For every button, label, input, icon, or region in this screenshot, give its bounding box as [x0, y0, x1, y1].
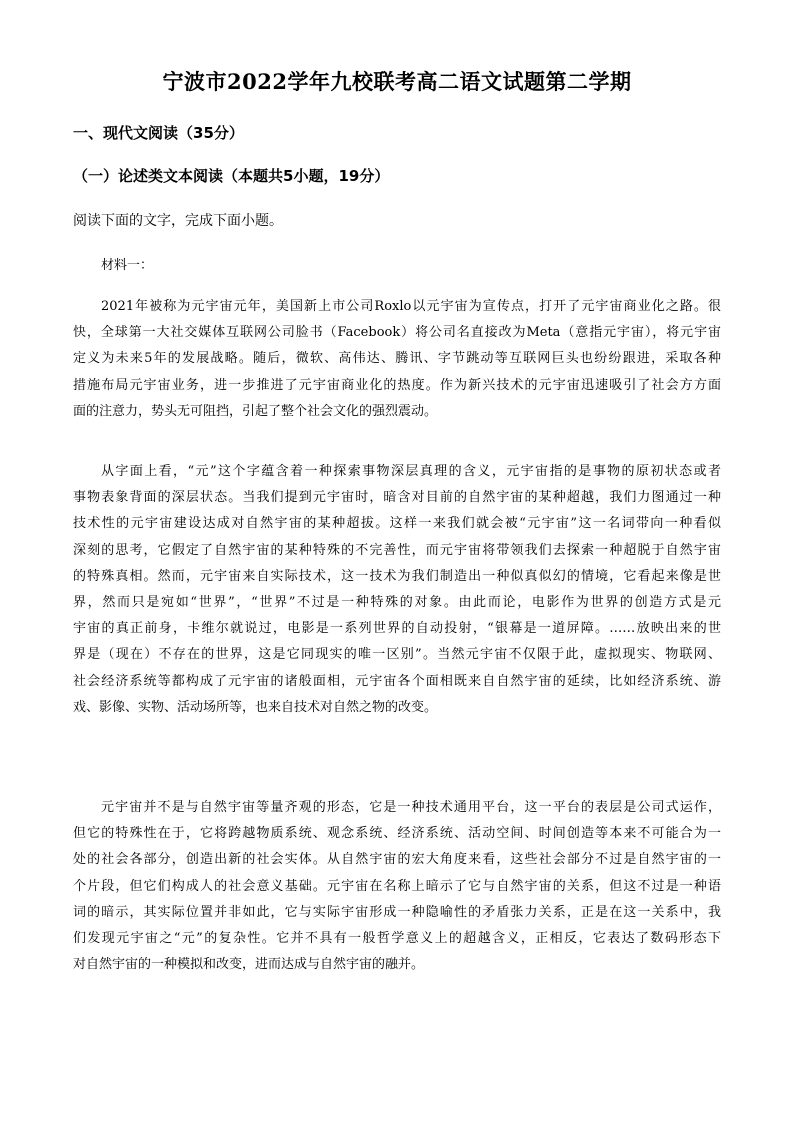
paragraph-line: 宇宙的真正前身，卡维尔就说过，电影是一系列世界的自动投射，“银幕是一道屏障。……放映出来的世 — [73, 621, 721, 637]
paragraph-line: 但它的特殊性在于，它将跨越物质系统、观念系统、经济系统、活动空间、时间创造等本来不可能合为一 — [73, 826, 721, 842]
paragraph-3 — [73, 795, 721, 978]
paragraph-line: 定义为未来5年的发展战略。随后，微软、高伟达、腾讯、字节跳动等互联网巨头也纷纷跟进，采取各种 — [73, 351, 721, 367]
paragraph-line: 个片段，但它们构成人的社会意义基础。元宇宙在名称上暗示了它与自然宇宙的关系，但这不过是一种语 — [73, 878, 721, 894]
paragraph-line: 戏、影像、实物、活动场所等，也来自技术对自然之物的改变。 — [73, 699, 438, 715]
paragraph-1 — [73, 294, 721, 425]
paragraph-line: 深刻的思考，它假定了自然宇宙的某种特殊的不完善性，而元宇宙将带领我们去探索一种超脱于自然宇宙 — [73, 542, 721, 558]
paragraph-line: 社会经济系统等都构成了元宇宙的诸般面相，元宇宙各个面相既来自自然宇宙的延续，比如经济系统、游 — [73, 673, 721, 689]
paragraph-line: 面的注意力，势头无可阻挡，引起了整个社会文化的强烈震动。 — [73, 403, 438, 419]
paragraph-line: 处的社会各部分，创造出新的社会实体。从自然宇宙的宏大角度来看，这些社会部分不过是自然宇宙的一 — [73, 852, 721, 868]
paragraph-line: 措施布局元宇宙业务，进一步推进了元宇宙商业化的热度。作为新兴技术的元宇宙迅速吸引了社会方方面 — [73, 377, 721, 393]
paragraph-line: 对自然宇宙的一种模拟和改变，进而达成与自然宇宙的融并。 — [73, 957, 425, 973]
paragraph-2 — [73, 459, 721, 721]
paragraph-line: 界，然而只是宛如“世界”，“世界”不过是一种特殊的对象。由此而论，电影作为世界的创造方式是元 — [73, 594, 721, 610]
paragraph-line: 元宇宙并不是与自然宇宙等量齐观的形态，它是一种技术通用平台，这一平台的表层是公司式运作， — [101, 800, 721, 815]
paragraph-line: 们发现元宇宙之“元”的复杂性。它并不具有一般哲学意义上的超越含义，正相反，它表达了数码形态下 — [73, 930, 721, 946]
paragraph-line: 2021年被称为元宇宙元年，美国新上市公司Roxlo以元宇宙为宣传点，打开了元宇宙商业化之路。很 — [101, 299, 721, 314]
paragraph-line: 快，全球第一大社交媒体互联网公司脸书（Facebook）将公司名直接改为Meta（意指元宇宙），将元宇宙 — [73, 325, 721, 341]
paragraph-line: 界是（现在）不存在的世界，这是它同现实的唯一区别”。当然元宇宙不仅限于此，虚拟现实、物联网、 — [73, 647, 721, 663]
paragraph-line: 事物表象背面的深层状态。当我们提到元宇宙时，暗含对目前的自然宇宙的某种超越，我们力图通过一种 — [73, 490, 721, 506]
paragraph-line: 的特殊真相。然而，元宇宙来自实际技术，这一技术为我们制造出一种似真似幻的情境，它看起来像是世 — [73, 568, 721, 584]
material-label: 材料一： — [101, 258, 154, 273]
paragraph-line: 从字面上看，“元”这个字蕴含着一种探索事物深层真理的含义，元宇宙指的是事物的原初状态或者 — [101, 464, 721, 479]
paragraph-line: 技术性的元宇宙建设达成对自然宇宙的某种超拔。这样一来我们就会被“元宇宙”这一名词带向一种看似 — [73, 516, 721, 532]
paragraph-line: 词的暗示，其实际位置并非如此，它与实际宇宙形成一种隐喻性的矛盾张力关系，正是在这一关系中，我 — [73, 904, 721, 920]
subsection-heading: （一）论述类文本阅读（本题共5小题，19分） — [73, 167, 390, 185]
reading-instruction: 阅读下面的文字，完成下面小题。 — [73, 213, 283, 229]
section-heading: 一、现代文阅读（35分） — [73, 124, 244, 142]
document-title: 宁波市2022学年九校联考高二语文试题第二学期 — [162, 69, 632, 94]
